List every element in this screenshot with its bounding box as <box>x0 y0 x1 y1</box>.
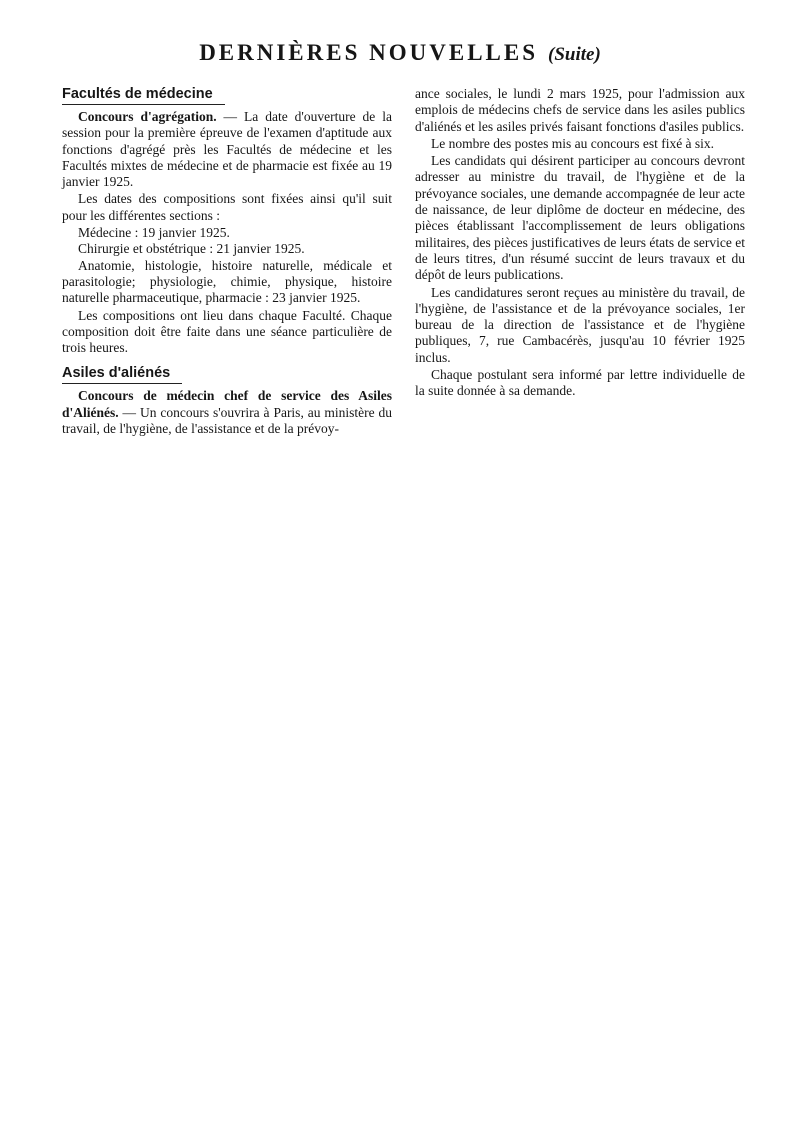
paragraph-candidats: Les candidats qui désirent participer au concours devront adresser au ministre du travail, de l'hygiène et de la prévoyance sociales, une demande accompagnée de leur acte de naissance, de leur diplôme de docteur en médecine, des pièces établissant l'accomplissement de leurs obligations militaires, des pièces justificatives de leurs états de service et de leurs titres, d'un résumé succint de leurs travaux et du dépôt de leurs publications. <box>415 153 745 283</box>
paragraph-compositions: Les compositions ont lieu dans chaque Faculté. Chaque composition doit être faite dans une séance particulière de trois heures. <box>62 307 392 356</box>
date-anatomie: Anatomie, histologie, histoire naturelle, médicale et parasitologie; physiologie, chimie, physique, histoire naturelle pharmaceutique, pharmacie : 23 janvier 1925. <box>62 257 392 306</box>
date-chirurgie: Chirurgie et obstétrique : 21 janvier 1925. <box>78 241 305 257</box>
text-agregation: — La date d'ouverture de la session pour la première épreuve de l'examen d'aptitude aux fonctions d'agrégé près les Facultés de médecine et les Facultés mixtes de médecine et de pharmacie est fixée au 19 janvier 1925. <box>62 109 392 190</box>
page-title-suite: (Suite) <box>548 44 601 65</box>
paragraph-postes: Le nombre des postes mis au concours est fixé à six. <box>431 135 715 151</box>
paragraph-candidatures: Les candidatures seront reçues au ministère du travail, de l'hygiène, de l'assistance et de la prévoyance sociales, 1er bureau de la direction de l'assistance et de l'hygiène publiques, 7, rue Cambacérès, jusqu'au 10 février 1925 inclus. <box>415 284 745 365</box>
right-column <box>415 86 745 401</box>
section-heading-asiles: Asiles d'aliénés <box>62 365 182 384</box>
paragraph-continuation: ance sociales, le lundi 2 mars 1925, pour l'admission aux emplois de médecins chefs de service dans les asiles publics d'aliénés et les asiles privés faisant fonctions d'asiles publics. <box>415 86 745 134</box>
left-column <box>62 84 392 438</box>
paragraph-postulant: Chaque postulant sera informé par lettre individuelle de la suite donnée à sa demande. <box>415 367 745 399</box>
date-medecine: Médecine : 19 janvier 1925. <box>78 225 230 241</box>
page-header <box>0 40 800 68</box>
page-title: DERNIÈRES NOUVELLES <box>199 40 539 65</box>
section-heading-facultes: Facultés de médecine <box>62 86 225 105</box>
paragraph-dates: Les dates des compositions sont fixées ainsi qu'il suit pour les différentes sections : <box>62 191 392 223</box>
paragraph-concours-asiles <box>62 388 392 437</box>
paragraph-agregation <box>62 109 392 190</box>
lead-concours-asiles: Concours de médecin chef de service des Asiles d'Aliénés. <box>62 388 392 420</box>
lead-agregation: Concours d'agrégation. <box>78 109 217 124</box>
text-concours-asiles: — Un concours s'ouvrira à Paris, au ministère du travail, de l'hygiène, de l'assistance et de la prévoy- <box>62 404 392 437</box>
